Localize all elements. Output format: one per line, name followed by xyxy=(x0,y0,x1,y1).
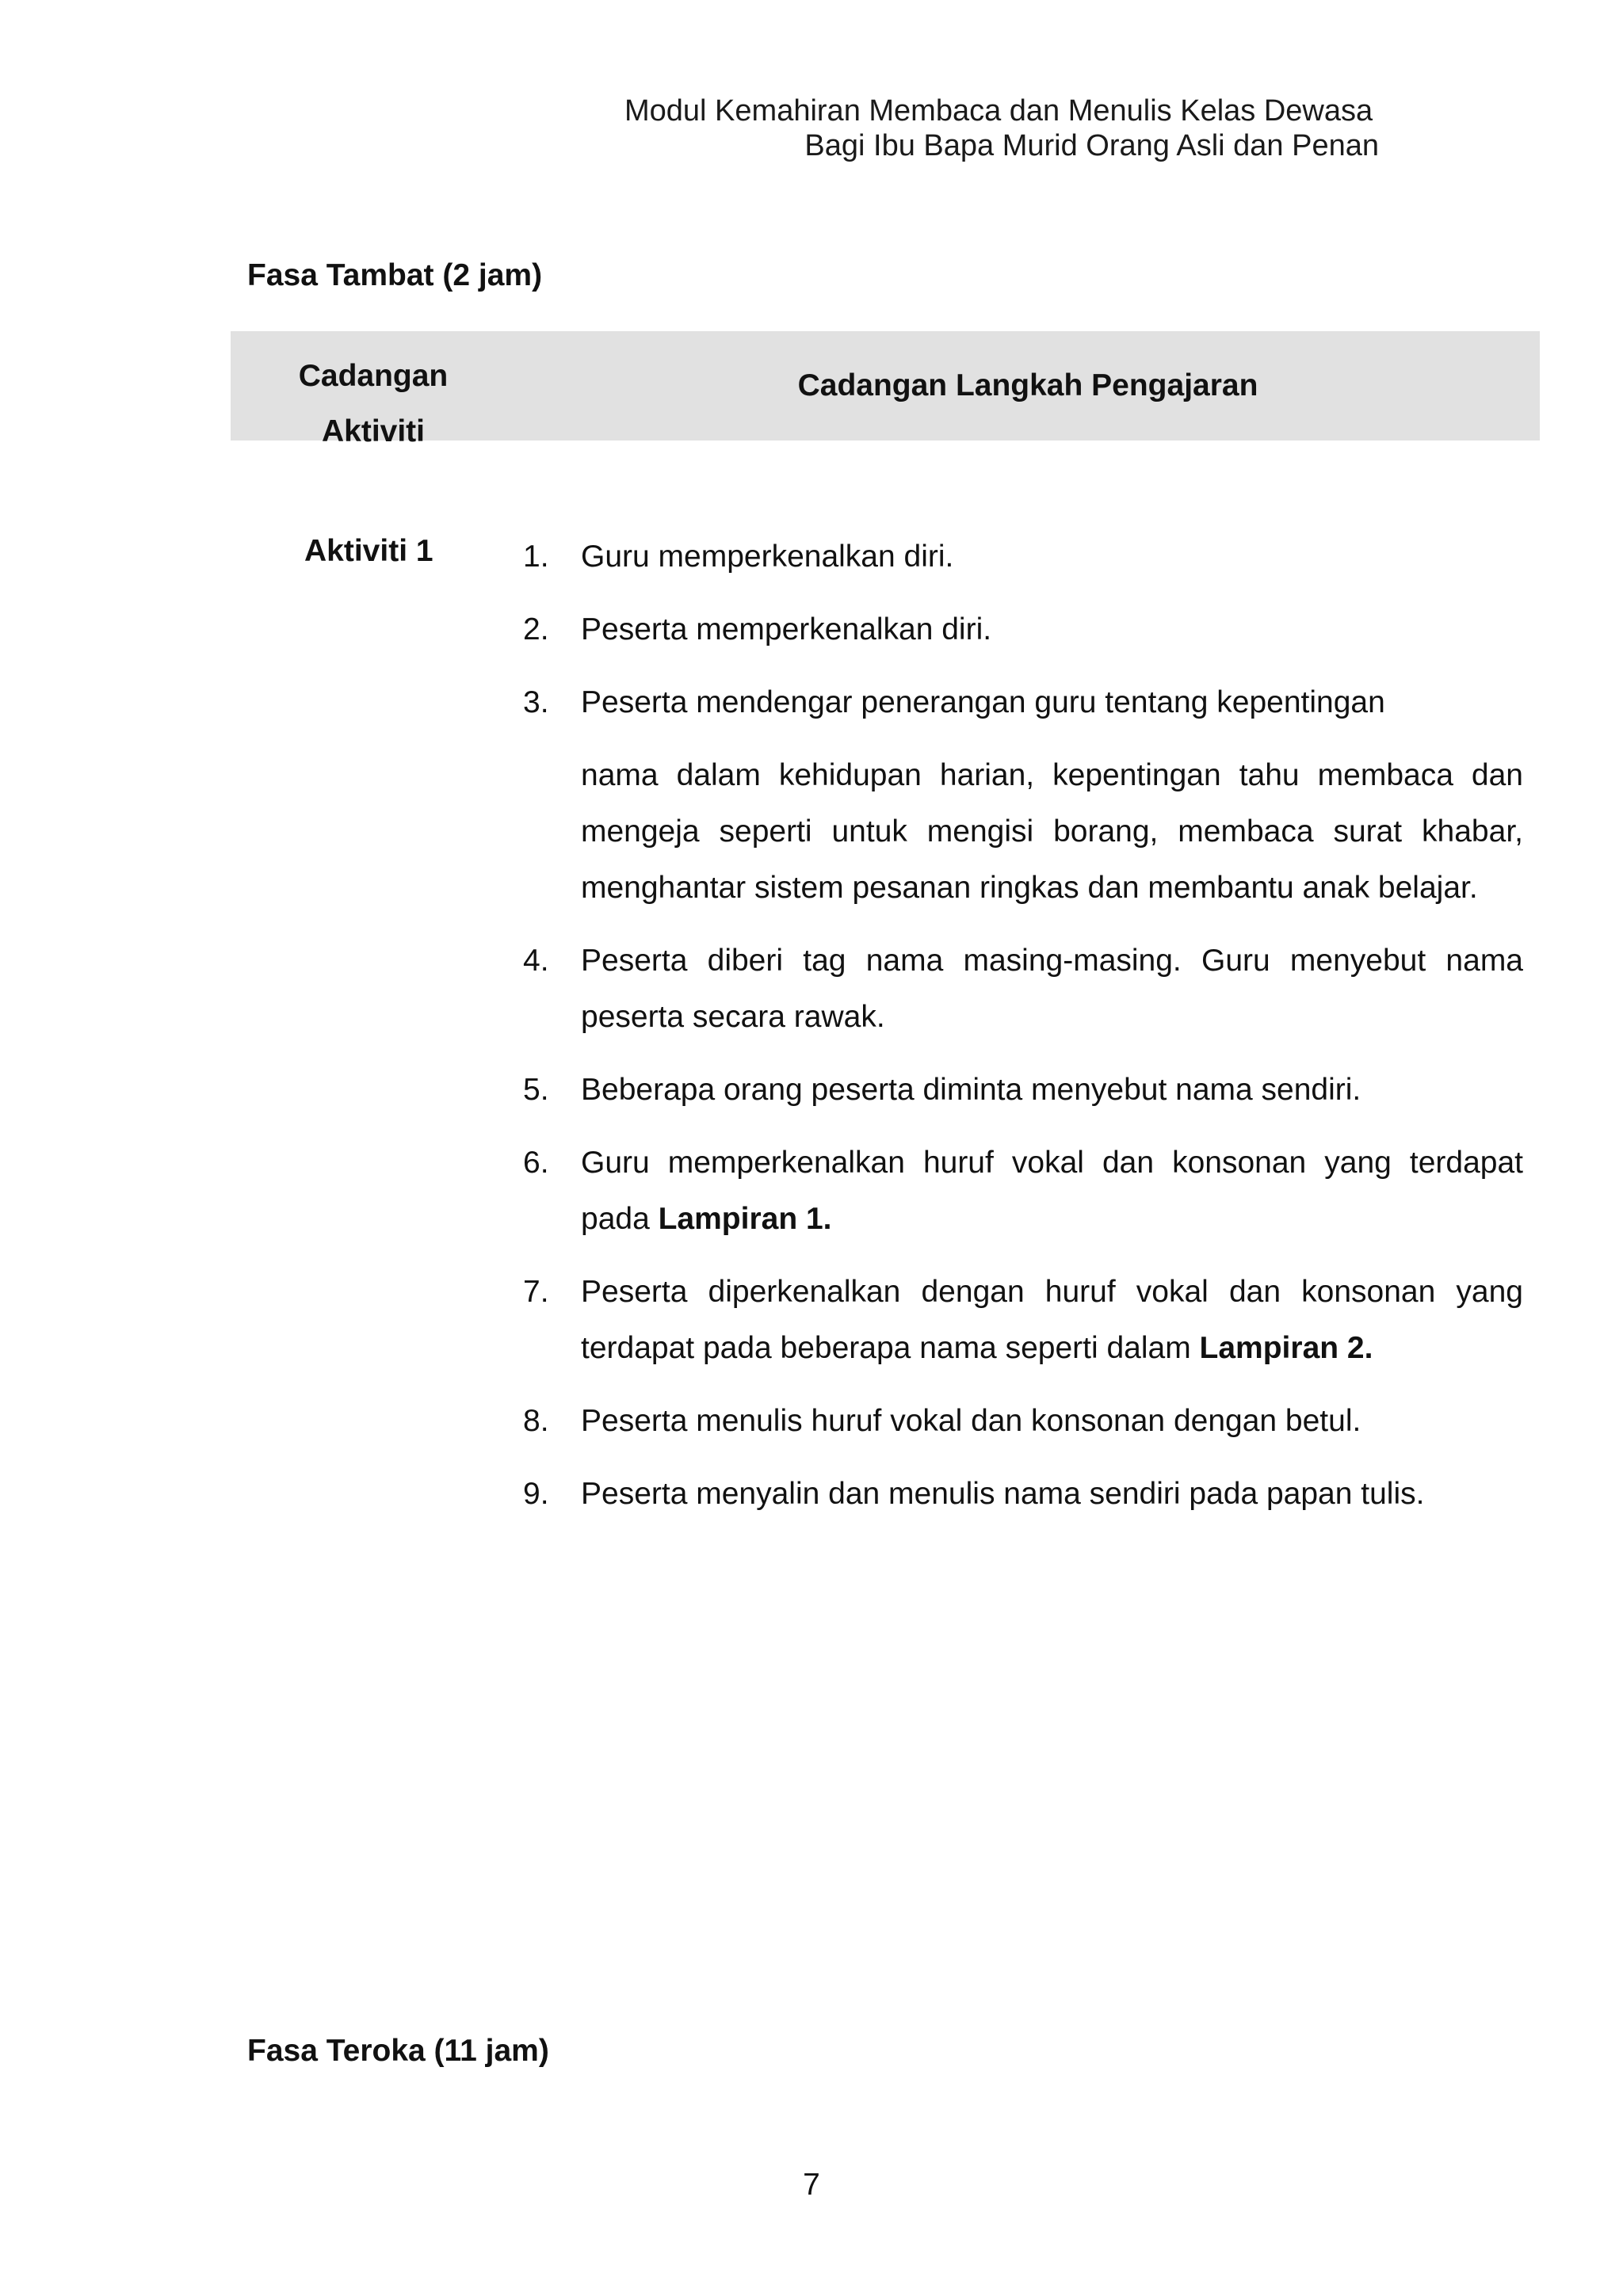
page-number: 7 xyxy=(803,2168,820,2202)
step-number: 8. xyxy=(523,1404,549,1438)
step-item xyxy=(523,601,1523,658)
step-number: 2. xyxy=(523,612,549,646)
step-text: Peserta diberi tag nama masing-masing. Guru menyebut nama peserta secara rawak. xyxy=(581,944,1523,1034)
step-text: Peserta menyalin dan menulis nama sendiri pada papan tulis. xyxy=(581,1477,1425,1511)
header-line-1: Modul Kemahiran Membaca dan Menulis Kelas Dewasa xyxy=(624,94,1373,128)
column-header-steps: Cadangan Langkah Pengajaran xyxy=(797,368,1258,402)
table-header xyxy=(231,331,1540,448)
step-text-continuation: nama dalam kehidupan harian, kepentingan tahu membaca dan mengeja seperti untuk mengisi borang, membaca surat khabar, menghantar sistem pesanan ringkas dan membantu anak belajar. xyxy=(581,758,1523,905)
step-number: 4. xyxy=(523,944,549,978)
header-line-2: Bagi Ibu Bapa Murid Orang Asli dan Penan xyxy=(804,129,1379,162)
activity-label: Aktiviti 1 xyxy=(304,534,433,568)
step-number: 7. xyxy=(523,1275,549,1309)
page-header xyxy=(555,93,1379,163)
step-item xyxy=(523,1466,1523,1522)
step-item xyxy=(523,1135,1523,1247)
section-heading-fasa-teroka: Fasa Teroka (11 jam) xyxy=(247,2034,549,2068)
step-text: Peserta menulis huruf vokal dan konsonan dengan betul. xyxy=(581,1404,1361,1438)
step-reference-lampiran-2: Lampiran 2. xyxy=(1199,1331,1373,1365)
step-item xyxy=(523,933,1523,1045)
step-number: 5. xyxy=(523,1073,549,1107)
step-text: Beberapa orang peserta diminta menyebut nama sendiri. xyxy=(581,1073,1361,1107)
step-item xyxy=(523,1264,1523,1376)
step-item xyxy=(523,528,1523,585)
step-text: Guru memperkenalkan diri. xyxy=(581,540,954,574)
teaching-steps-list xyxy=(523,528,1523,1539)
step-text: Guru memperkenalkan huruf vokal dan konsonan yang terdapat pada xyxy=(581,1146,1523,1236)
step-text: Peserta mendengar penerangan guru tentang kepentingan xyxy=(581,685,1385,719)
step-item xyxy=(523,1062,1523,1118)
step-text: Peserta diperkenalkan dengan huruf vokal dan konsonan yang terdapat pada beberapa nama seperti dalam xyxy=(581,1275,1523,1365)
step-item xyxy=(523,674,1523,916)
step-number: 1. xyxy=(523,540,549,574)
column-header-activity-line-1: Cadangan xyxy=(298,359,449,393)
section-heading-fasa-tambat: Fasa Tambat (2 jam) xyxy=(247,258,543,292)
step-item xyxy=(523,1393,1523,1449)
step-number: 9. xyxy=(523,1477,549,1511)
step-number: 6. xyxy=(523,1146,549,1180)
column-header-activity xyxy=(231,349,516,460)
step-reference-lampiran-1: Lampiran 1. xyxy=(658,1202,832,1236)
step-text: Peserta memperkenalkan diri. xyxy=(581,612,992,646)
column-header-activity-line-2: Aktiviti xyxy=(321,414,426,448)
step-number: 3. xyxy=(523,685,549,719)
